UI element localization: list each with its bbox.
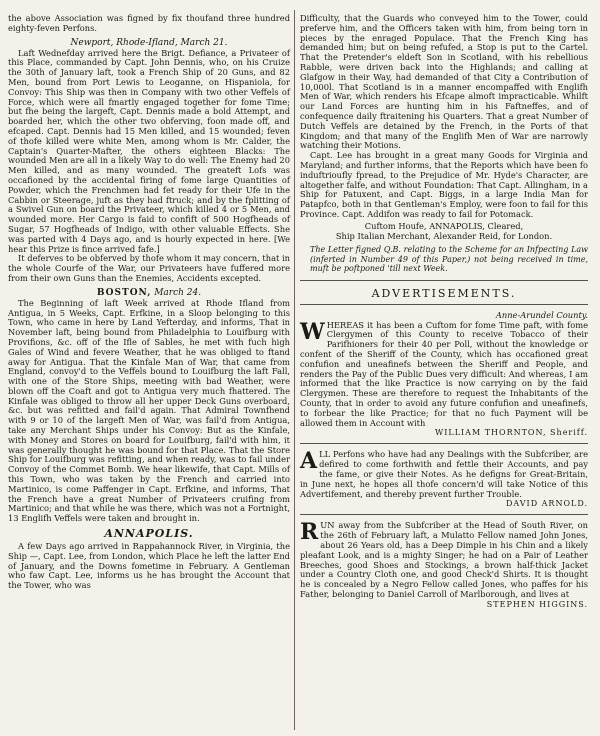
ad-body <box>300 450 588 499</box>
advertisement-runaway <box>300 521 588 608</box>
ad-body <box>300 318 588 429</box>
right-column <box>300 14 588 613</box>
ad-divider <box>300 443 588 444</box>
letter-notice: The Letter figned Q.B. relating to the Scheme for an Infpecting Law (inferted in Number 49 of this Paper,) not being received in time, muft be poftponed 'till next Week. <box>310 245 588 274</box>
newport-body: Laft Wednefday arrived here the Brigt. Defiance, a Privateer of this Place, commanded by Capt. John Dennis, who, on his Cruize the 30th of January laft, took a French Ship of 20 Guns, and 82 Men, bound from Port Lewis to Leoganne, on Hispaniola, for Convoy: This Ship was then in Company with two other Veffels of Force, which were all fmartly engaged together for fome Time; but fhe being the largeft, Capt. Dennis made a bold Attempt, and boarded her, which the other two obferving, foon made off, and efcaped. Capt. Dennis had 15 Men killed, and 15 wounded; feven of thofe killed were white Men, among whom is Mr. Calder, the Captain's Quarter-Mafter, the others eighteen Blacks: The wounded Men are all in a likely Way to do well: The Enemy had 20 Men killed, and as many wounded. The greateft Lofs was occafioned by the accidental firing of fome large Quantities of Powder, which the Frenchmen had fet ready for their Ufe in the Cabbin or Steerage, juft as they had ftruck; and by the fplitting of a Swivel Gun on board the Privateer, which killed 4 or 5 Men, and wounded more. Her Cargo is faid to confift of 500 Hogfheads of Sugar, 57 Hogfheads of Indigo, with other valuable Effects. She was parted with 4 Days ago, and is hourly expected in here. [We hear this Prize is fince arrived fafe.] <box>8 47 290 254</box>
section-rule-2 <box>300 304 588 305</box>
column-divider <box>294 10 295 730</box>
cleared-ship: Ship Italian Merchant, Alexander Reid, for London. <box>335 230 553 241</box>
annapolis-dateline: ANNAPOLIS. <box>104 527 194 541</box>
ad-location: Anne-Arundel County. <box>495 309 588 320</box>
drop-cap: A <box>300 448 318 475</box>
custom-house-heading: Cuftom Houfe, ANNAPOLIS, Cleared, <box>364 220 524 231</box>
ad-signature: WILLIAM THORNTON, Sheriff. <box>435 428 588 438</box>
ad-divider <box>300 514 588 515</box>
lee-report: Capt. Lee has brought in a great many Goods for Virginia and Maryland; and further informs, that the Reports which have been fo induftrioufly fpread, to the Prejudice of Mr. Hyde's Character, are altogether falfe, and without Foundation: That Capt. Allingham, in a Ship for Patuxent, and Capt. Biggs, in a large India Man for Patapfco, both in that Gentleman's Employ, were foon to fail for this Province. Capt. Addifon was ready to fail for Potomack. <box>300 150 588 219</box>
top-fragment: the above Association was figned by fix thoufand three hundred eighty-feven Perfons. <box>8 13 290 33</box>
ad-body <box>300 521 588 599</box>
newport-note: It deferves to be obferved by thofe whom it may concern, that in the whole Courfe of the War, our Privateers have fuffered more from their own Guns than the Enemies, Accidents excepted. <box>8 253 290 283</box>
ad-signature: DAVID ARNOLD. <box>505 499 588 509</box>
ad-text: UN away from the Subfcriber at the Head of South River, on the 26th of February laft, a Mulatto Fellow named John Jones, about 26 Years old, has a Deep Dimple in his Chin and a likely pleafant Look, and is a mighty Singer; he had on a Pair of Leather Breeches, good Shoes and Stockings, a brown half-thick Jacket under a Country Cloth one, and good Check'd Shirts. It is thought he is concealed by a Negro Fellow called Jones, who paffes for his Father, belonging to Daniel Carroll of Marlborough, and lives at <box>300 520 588 599</box>
ad-text: HEREAS it has been a Cuftom for fome Time paft, with fome Clergymen of this County to receive Tobacco of their Parifhioners for their 40 per Poll, without the knowledge or confent of the Sheriff of the County, which has occafioned great confufion and uneafinefs between the Sheriff and People, and renders the Pay of the Public Dues very difficult: And whereas, I am informed that the like Practice is now carrying on by the faid Clergymen. These are therefore to request the Inhabitants of the County, that in order to avoid any future confufion and uneafinefs, to forbear the like Practice; for that no fuch Payment will be allowed them in Account with <box>300 319 588 428</box>
tower-report: Difficulty, that the Guards who conveyed him to the Tower, could preferve him, and the Officers taken with him, from being torn in pieces by the enraged Populace. That the French King has demanded him; but on being refufed, a Stop is put to the Cartel. That the Pretender's eldeft Son in Scotland, with his rebellious Rabble, were driven back into the Highlands; and calling at Glafgow in their Way, had demanded of that City a Contribution of 10,000l. That Scotland is in a manner encompaffed with Englifh Men of War, which renders his Efcape almoft impracticable. Whilft our Land Forces are hunting him in his Faftneffes, and of confequence daily ftraitening his Quarters. That a great Number of Dutch Veffels are detained by the French, in the Ports of that Kingdom; and that many of the Englifh Men of War are narrowly watching their Motions. <box>300 13 588 151</box>
section-rule <box>300 280 588 281</box>
advertisement-sheriff <box>300 311 588 438</box>
annapolis-body: A few Days ago arrived in Rappahannock River, in Virginia, the Ship —, Capt. Lee, from London, which Place he left the latter End of January, and the Downs fometime in February. A Gentleman who faw Capt. Lee, informs us he has brought the Account that the Tower, who was <box>8 541 290 591</box>
boston-body: The Beginning of laft Week arrived at Rhode Ifland from Antigua, in 5 Weeks, Capt. Erfkine, in a Sloop belonging to this Town, who came in here by Land Yefterday, and informs, That in November laft, being bound from Philadelphia to Louifburg with Provifions, &c. off of the Ifle of Sables, he met with fuch high Gales of Wind and fevere Weather, that he was obliged to ftand away for Antigua. That the Kinfale Man of War, that came from England, convoy'd to the Veffels bound to Louifburg the laft Fall, with one of the Store Ships, meeting with bad Weather, were blown off the Coaft and got to Antigua very much fhattered. The Kinfale was obliged to throw all her upper Deck Guns overboard, &c. but was refitted and fail'd again. That Admiral Townfhend with 9 or 10 of the largeft Men of War, was fail'd from Antigua, take any Merchant Ships under his Convoy: But as the Kinfale, with Money and Stores on board for Louifburg, fail'd with him, it was generally thought he was bound for that Place. That the Store Ship for Louifburg was refitting, and when ready, was to fail under Convoy of the Commet Bomb. We hear likewife, that Capt. Mills of this Town, who was taken by the French and carried into Martinico, is come Paffenger in Capt. Erfkine, and informs, That the French have a great Number of Privateers cruifing from Martinico; and that while he was there, which was not a Fortnight, 13 Englifh Veffels were taken and brought in. <box>8 297 290 524</box>
boston-place: BOSTON, <box>96 287 152 298</box>
boston-date: March 24. <box>154 287 202 298</box>
ad-signature: STEPHEN HIGGINS. <box>486 599 588 609</box>
drop-cap: W <box>300 318 325 345</box>
newport-dateline: Newport, Rhode-Ifland, March 21. <box>70 37 228 48</box>
left-column <box>8 14 290 591</box>
advertisement-arnold <box>300 450 588 508</box>
ad-text: LL Perfons who have had any Dealings with the Subfcriber, are defired to come forthwith and fettle their Accounts, and pay the fame, or give their Notes. As he defigns for Great-Britain, in June next, he hopes all thofe concern'd will take Notice of this Advertifement, and thereby prevent further Trouble. <box>300 449 588 499</box>
drop-cap: R <box>300 519 319 546</box>
advertisements-header: ADVERTISEMENTS. <box>371 286 517 300</box>
